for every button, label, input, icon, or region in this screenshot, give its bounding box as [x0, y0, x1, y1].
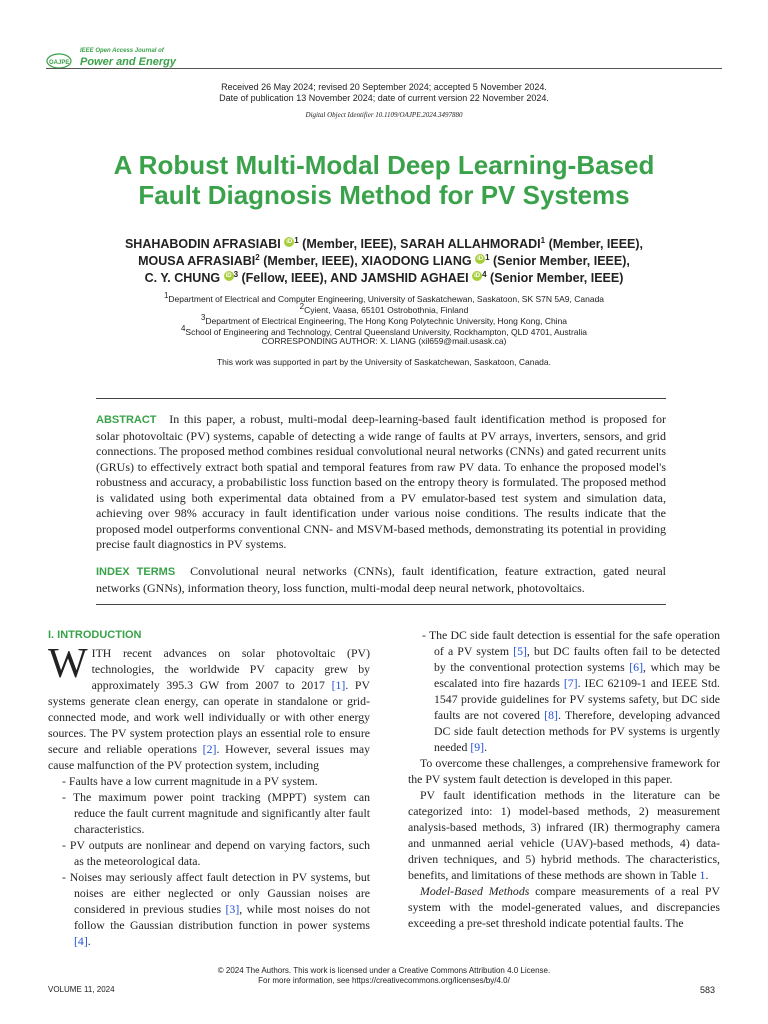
bullet-text: - Noises may seriously affect fault detection in PV systems, but noises are either neglected or only Gaussian noises are considered in previous studies [62, 870, 370, 916]
citation-link[interactable]: [8] [544, 708, 558, 722]
bullet-item [408, 627, 720, 755]
index-terms [96, 564, 666, 596]
left-column [48, 627, 370, 949]
author-text: (Member, IEEE), [548, 237, 644, 252]
affiliation-marker: 1 [163, 291, 169, 300]
journal-series: IEEE Open Access Journal of [80, 48, 164, 54]
bullet-item [48, 869, 370, 949]
orcid-icon[interactable]: iD [225, 273, 232, 279]
header-divider [46, 68, 722, 69]
paragraph-text: . PV systems generate clean energy, can operate in standalone or grid-connected mode, and work well individually or with other energy sources. The PV system protection plays an essential role to ensure secure and reliable operations [48, 678, 370, 756]
license-link[interactable]: For more information, see https://creativecommons.org/licenses/by/4.0/ [258, 976, 510, 985]
paragraph-text: ITH recent advances on solar photovoltaic (PV) technologies, the worldwide PV capacity grew by approximately 395.3 GW from 2007 to 2017 [91, 646, 370, 692]
corresponding-author: CORRESPONDING AUTHOR: X. LIANG (xil659@mail.usask.ca) [261, 336, 507, 346]
bullet-text: . IEC 62109-1 and IEEE Std. 1547 provide guidelines for PV systems safety, but DC side faults are not covered [434, 676, 720, 722]
author-text: (Member, IEEE), XIAODONG LIANG [263, 254, 472, 269]
intro-paragraph-2: To overcome these challenges, a comprehensive framework for the PV system fault detection is developed in this paper. [408, 756, 720, 786]
bullet-text: . Therefore, developing advanced DC side fault detection methods for PV systems is urgently needed [434, 708, 720, 754]
abstract-top-divider [96, 398, 666, 399]
drop-cap: W [48, 641, 88, 687]
bullet-text: , while most noises do not follow the Gaussian distribution function in power systems [74, 902, 371, 932]
journal-name: Power and Energy [80, 56, 176, 68]
abstract [96, 412, 666, 553]
author-name: SHAHABODIN AFRASIABI [124, 237, 281, 252]
intro-paragraph-3 [408, 787, 720, 883]
affiliation-marker: 1 [540, 236, 546, 245]
bullet-text: . [87, 934, 91, 948]
bullet-item: - PV outputs are nonlinear and depend on varying factors, such as the meteorological data. [62, 838, 370, 868]
affiliation-marker: 3 [200, 313, 206, 322]
author-text: (Fellow, IEEE), AND JAMSHID AGHAEI [241, 271, 469, 286]
index-terms-heading: INDEX TERMS [96, 566, 176, 578]
affiliation-marker: 1 [485, 253, 490, 262]
author-line-2 [0, 253, 768, 268]
orcid-icon[interactable]: iD [477, 256, 484, 262]
bullet-text: , which may be escalated into fire hazards [434, 660, 720, 690]
citation-link[interactable]: [1] [331, 678, 346, 692]
paragraph-text: . [705, 868, 709, 882]
intro-paragraph-4 [408, 883, 720, 931]
intro-paragraph-1 [48, 641, 370, 773]
abstract-heading: ABSTRACT [96, 414, 157, 426]
citation-link[interactable]: [7] [563, 676, 578, 690]
paragraph-text: . However, several issues may cause malfunction of the PV protection system, including [48, 742, 370, 772]
citation-link[interactable]: [5] [513, 644, 527, 658]
citation-link[interactable]: [9] [470, 740, 485, 754]
logo-text: OAJPE [49, 60, 70, 66]
author-text: (Member, IEEE), SARAH ALLAHMORADI [302, 237, 541, 252]
affiliation-marker: 4 [180, 324, 186, 333]
received-dates: Received 26 May 2024; revised 20 September 2024; accepted 5 November 2024. [221, 82, 547, 92]
citation-link[interactable]: [2] [202, 742, 217, 756]
title-line-2: Fault Diagnosis Method for PV Systems [138, 180, 630, 210]
affiliation-marker: 1 [294, 236, 299, 245]
bullet-text: . [484, 740, 488, 754]
bullet-item: - The maximum power point tracking (MPPT) system can reduce the fault current magnitude and significantly alter fault characteristics. [62, 790, 370, 836]
page-number: 583 [700, 985, 716, 995]
affiliation-marker: 2 [299, 302, 305, 311]
doi[interactable]: Digital Object Identifier 10.1109/OAJPE.2024.3497880 [305, 111, 463, 119]
funding-note: This work was supported in part by the University of Saskatchewan, Saskatoon, Canada. [216, 357, 552, 367]
affiliation-text: Cyient, Vaasa, 65101 Ostrobothnia, Finland [304, 304, 469, 315]
bullet-item: - Faults have a low current magnitude in a PV system. [62, 774, 318, 788]
paragraph-text: compare measurements of a real PV system with the model-generated values, and discrepancies exceeding a pre-set threshold indicate potential faults. The [408, 884, 720, 930]
affiliation-marker: 2 [255, 253, 260, 262]
citation-link[interactable]: [6] [629, 660, 644, 674]
table-link[interactable]: 1 [699, 868, 706, 882]
author-text: (Senior Member, IEEE), [493, 254, 630, 269]
orcid-icon[interactable]: iD [286, 239, 293, 245]
author-text: (Senior Member, IEEE) [490, 271, 624, 286]
orcid-icon[interactable]: iD [474, 273, 481, 279]
title-line-1: A Robust Multi-Modal Deep Learning-Based [113, 150, 655, 180]
abstract-text: In this paper, a robust, multi-modal deep-learning-based fault identification method is proposed for solar photovoltaic (PV) systems, capable of detecting a wide range of faults at PV arrays, inverters, sensors, and grid connections. The proposed method combines residual convolutional neural networks (CNNs) and gated recurrent units (GRUs) to effectively extract both spatial and temporal features from raw PV data. To enhance the proposed model's robustness and accuracy, a probabilistic loss function based on the entropy theory is formulated. The proposed method is validated using both experimental data obtained from a PV emulator-based test system and simulation data, achieving over 98% accuracy in fault identification under various noise conditions. The results indicate that the proposed model outperforms conventional CNN- and MSVM-based methods, demonstrating its potential in providing precise fault diagnostics in PV systems. [96, 412, 667, 551]
paper-title [0, 150, 768, 210]
citation-link[interactable]: [4] [74, 934, 88, 948]
index-terms-text: Convolutional neural networks (CNNs), fault identification, feature extraction, gated neural networks (GNNs), information theory, loss function, multi-modal deep neural network, photovoltaics. [96, 564, 666, 595]
affiliation-marker: 3 [233, 270, 239, 279]
affiliation-4 [0, 324, 768, 337]
affiliation-text: Department of Electrical and Computer Engineering, University of Saskatchewan, Saskatoon, SK S7N 5A9, Canada [168, 293, 605, 304]
author-name: C. Y. CHUNG [144, 271, 221, 286]
volume-label: VOLUME 11, 2024 [48, 985, 115, 994]
affiliation-text: Department of Electrical Engineering, The Hong Kong Polytechnic University, Hong Kong, China [205, 315, 568, 326]
author-name: MOUSA AFRASIABI [138, 254, 256, 269]
bullet-text: , but DC faults often fail to be detected by the conventional protection systems [434, 644, 721, 674]
section-heading: I. INTRODUCTION [48, 629, 142, 641]
affiliation-text: School of Engineering and Technology, Central Queensland University, Rockhampton, QLD 4701, Australia [185, 326, 588, 337]
right-column [408, 627, 720, 931]
abstract-bottom-divider [96, 604, 666, 605]
bullet-text: - The DC side fault detection is essential for the safe operation of a PV system [422, 628, 720, 658]
italic-term: Model-Based Methods [420, 884, 530, 898]
author-line-3 [0, 270, 768, 285]
author-line-1 [0, 236, 768, 251]
publication-dates: Date of publication 13 November 2024; date of current version 22 November 2024. [219, 93, 549, 103]
affiliation-marker: 4 [482, 270, 487, 279]
paragraph-text: PV fault identification methods in the literature can be categorized into: 1) model-based methods, 2) measurement analysis-based methods, 3) infrared (IR) thermography camera and unmanned aerial vehicle (UAV)-based methods, 4) data-driven techniques, and 5) hybrid methods. The characteristics, benefits, and limitations of these methods are shown in Table [408, 788, 720, 882]
journal-logo [46, 50, 76, 70]
license-notice: © 2024 The Authors. This work is licensed under a Creative Commons Attribution 4.0 License. [217, 966, 551, 975]
citation-link[interactable]: [3] [225, 902, 240, 916]
